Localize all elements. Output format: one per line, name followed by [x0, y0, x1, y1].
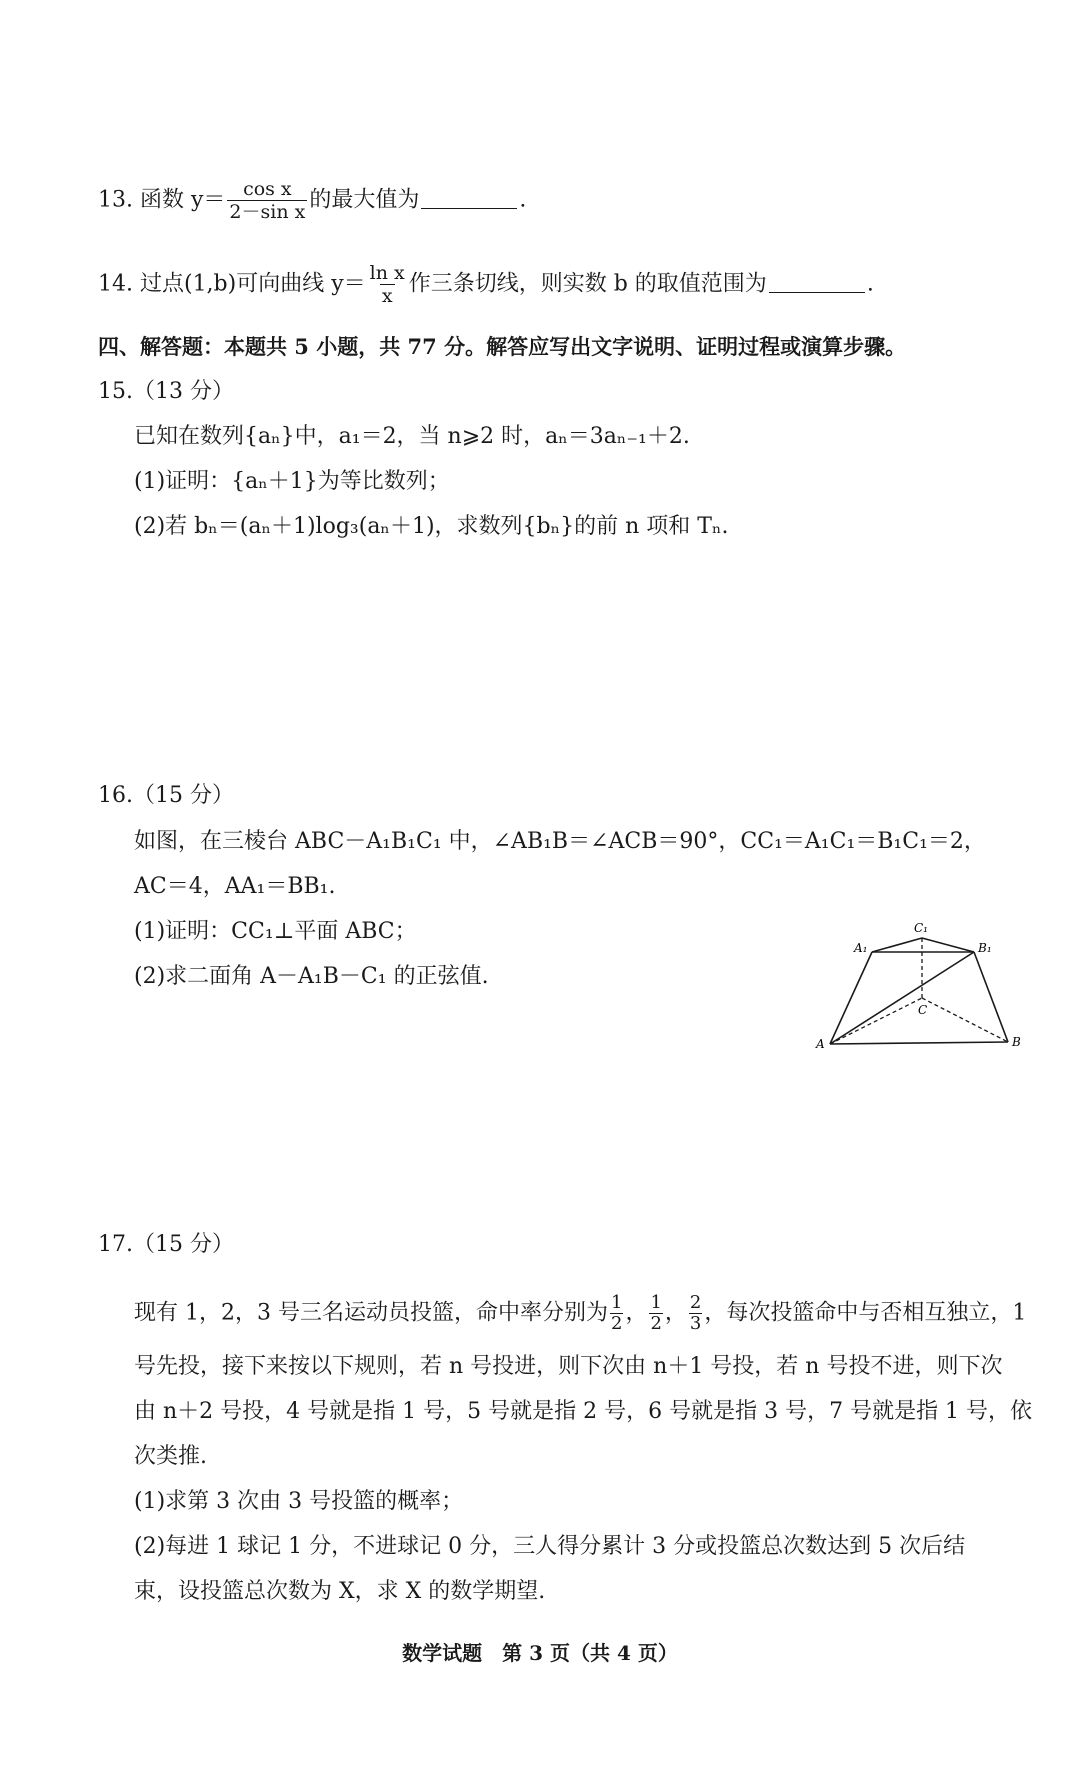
q13-frac-numerator: cos x	[243, 178, 292, 200]
q13-answer-blank	[421, 188, 517, 209]
q13-frac-denominator: 2－sin x	[229, 201, 306, 223]
edge-ab	[830, 1042, 1008, 1044]
q13-text-before: 13. 函数 y＝	[98, 187, 226, 213]
section-four-heading: 四、解答题：本题共 5 小题，共 77 分。解答应写出文字说明、证明过程或演算步骤。	[98, 334, 907, 359]
q14-frac-numerator: ln x	[369, 262, 405, 284]
q17-prob-3-num: 2	[689, 1292, 702, 1313]
q17-prob-1-den: 2	[610, 1313, 623, 1334]
q17-line-5: (1)求第 3 次由 3 号投篮的概率；	[134, 1489, 464, 1514]
page-footer: 数学试题 第 3 页（共 4 页）	[402, 1641, 678, 1665]
q15-line-2: (1)证明：{aₙ＋1}为等比数列；	[134, 469, 450, 494]
label-a: A	[816, 1037, 825, 1051]
q17-line-4: 次类推.	[134, 1444, 207, 1469]
q17-line-3: 由 n＋2 号投，4 号就是指 1 号，5 号就是指 2 号，6 号就是指 3 号，7 号就是指 1 号，依	[134, 1399, 1033, 1424]
label-b1: B₁	[978, 941, 992, 955]
q17-comma-1: ，	[625, 1300, 648, 1326]
q16-line-4: (2)求二面角 A－A₁B－C₁ 的正弦值.	[134, 964, 489, 989]
q17-line-1-after: ，每次投篮命中与否相互独立，1	[704, 1300, 1027, 1326]
label-c1: C₁	[914, 921, 928, 935]
q17-prob-3-den: 3	[689, 1313, 702, 1334]
q17-line-1	[134, 1293, 1026, 1334]
label-c: C	[918, 1003, 928, 1017]
edge-a1c1	[872, 938, 922, 952]
edge-c1b1	[922, 938, 974, 952]
q17-line-1-before: 现有 1，2，3 号三名运动员投篮，命中率分别为	[134, 1300, 608, 1326]
q14-answer-blank	[769, 272, 865, 293]
q16-line-1: 如图，在三棱台 ABC－A₁B₁C₁ 中，∠AB₁B＝∠ACB＝90°，CC₁＝A₁C₁＝B₁C₁＝2，	[134, 829, 986, 854]
q15-header: 15.（13 分）	[98, 379, 234, 404]
q17-prob-2-den: 2	[650, 1313, 662, 1334]
q14-fraction	[368, 262, 407, 307]
label-a1: A₁	[854, 941, 868, 955]
edge-ac	[830, 998, 922, 1044]
q17-line-6: (2)每进 1 球记 1 分，不进球记 0 分，三人得分累计 3 分或投篮总次数达到 5 次后结	[134, 1534, 966, 1559]
q13-fraction	[227, 178, 307, 223]
q14-text-before: 14. 过点(1,b)可向曲线 y＝	[98, 271, 366, 297]
q15-line-1: 已知在数列{aₙ}中，a₁＝2，当 n⩾2 时，aₙ＝3aₙ₋₁＋2.	[134, 424, 690, 449]
q14-frac-denominator: x	[381, 285, 393, 307]
q13-end: .	[519, 187, 527, 213]
label-b: B	[1012, 1035, 1021, 1049]
edge-cb	[922, 998, 1008, 1042]
q14-text-after: 作三条切线，则实数 b 的取值范围为	[408, 271, 767, 297]
q15-line-3: (2)若 bₙ＝(aₙ＋1)log₃(aₙ＋1)，求数列{bₙ}的前 n 项和 Tₙ.	[134, 514, 729, 539]
q17-prob-1-num: 1	[610, 1292, 623, 1313]
q17-prob-3	[689, 1293, 702, 1334]
question-13	[98, 178, 526, 223]
q16-header: 16.（15 分）	[98, 783, 234, 808]
q14-end: .	[866, 271, 874, 297]
q17-prob-1	[610, 1293, 623, 1334]
q17-line-7: 束，设投篮总次数为 X，求 X 的数学期望.	[134, 1579, 546, 1604]
q17-prob-2-num: 1	[650, 1292, 662, 1313]
question-14	[98, 262, 874, 307]
q17-prob-2	[649, 1293, 662, 1334]
q17-comma-2: ，	[664, 1300, 687, 1326]
q17-header: 17.（15 分）	[98, 1232, 234, 1257]
q16-line-2: AC＝4，AA₁＝BB₁.	[134, 874, 336, 899]
q16-line-3: (1)证明：CC₁⊥平面 ABC；	[134, 919, 417, 944]
q17-line-2: 号先投，接下来按以下规则，若 n 号投进，则下次由 n＋1 号投，若 n 号投不进，则下次	[134, 1354, 1003, 1379]
edge-bb1	[974, 952, 1008, 1042]
frustum-figure	[814, 918, 1034, 1058]
q13-text-after: 的最大值为	[309, 187, 420, 213]
